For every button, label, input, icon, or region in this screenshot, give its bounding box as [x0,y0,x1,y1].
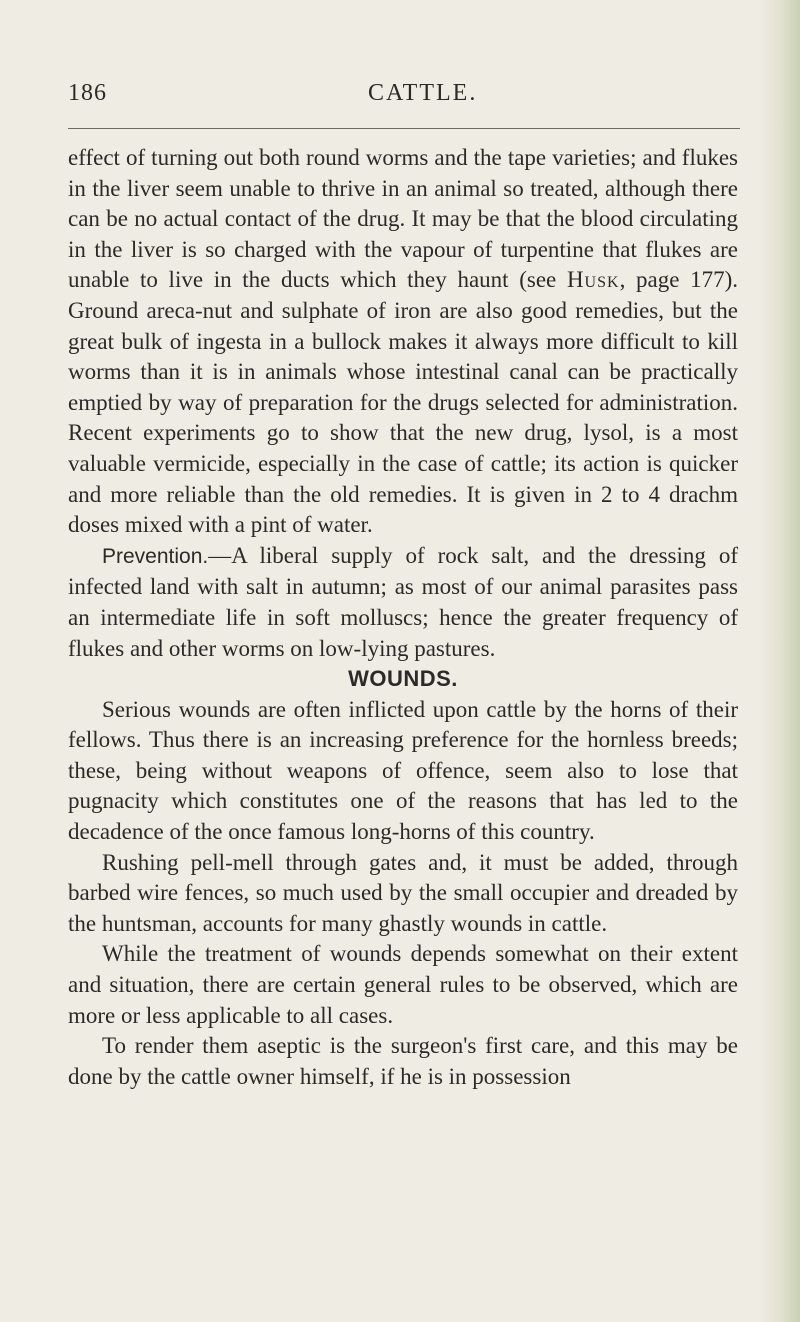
page-edge-shading [760,0,800,1322]
paragraph-horns: Serious wounds are often inflicted upon cattle by the horns of their fellows. Thus there is an increasing preference for the hornless breeds; these, being without weapons of offence, seem also to lose that pugnacity which constitutes one of the reasons that has led to the decadence of the once famous long-horns of this country. [68,696,738,845]
header-rule [68,128,740,129]
paragraph-turpentine [68,143,738,541]
paragraph-text: —A liberal supply of rock salt, and the dressing of infected land with salt in autumn; as most of our animal parasites pass an intermediate life in soft molluscs; hence the greater frequency of flukes and other worms on low-lying pastures. [68,542,738,661]
body-text [68,143,738,1092]
paragraph-barbed-wire: Rushing pell-mell through gates and, it must be added, through barbed wire fences, so much used by the small occupier and dreaded by the huntsman, accounts for many ghastly wounds in cattle. [68,849,738,936]
paragraph-treatment: While the treatment of wounds depends somewhat on their extent and situation, there are certain general rules to be observed, which are more or less applicable to all cases. [68,941,738,1028]
running-title: CATTLE. [368,80,478,106]
paragraph-text: effect of turning out both round worms and the tape varieties; and flukes in the liver seem unable to thrive in an animal so treated, although there can be no actual contact of the drug. It may be that the blood circulating in the liver is so charged with the vapour of turpentine that flukes are unable to live in the ducts which they haunt (see [68,145,738,293]
section-heading-wounds: WOUNDS. [348,666,458,692]
paragraph-aseptic: To render them aseptic is the surgeon's first care, and this may be done by the cattle owner himself, if he is in possession [68,1033,738,1089]
run-in-heading: Prevention. [102,544,209,568]
cross-reference: Husk [566,267,620,293]
paragraph-prevention [68,541,738,664]
paragraph-text: , page 177). Ground areca-nut and sulphate of iron are also good remedies, but the great bulk of ingesta in a bullock makes it always more difficult to kill worms than it is in animals whose intestinal canal can be practically emptied by way of preparation for the drugs selected for administration. Recent experiments go to show that the new drug, lysol, is a most valuable vermicide, especially in the case of cattle; its action is quicker and more reliable than the old remedies. It is given in 2 to 4 drachm doses mixed with a pint of water. [68,267,738,538]
page-number: 186 [68,80,107,106]
